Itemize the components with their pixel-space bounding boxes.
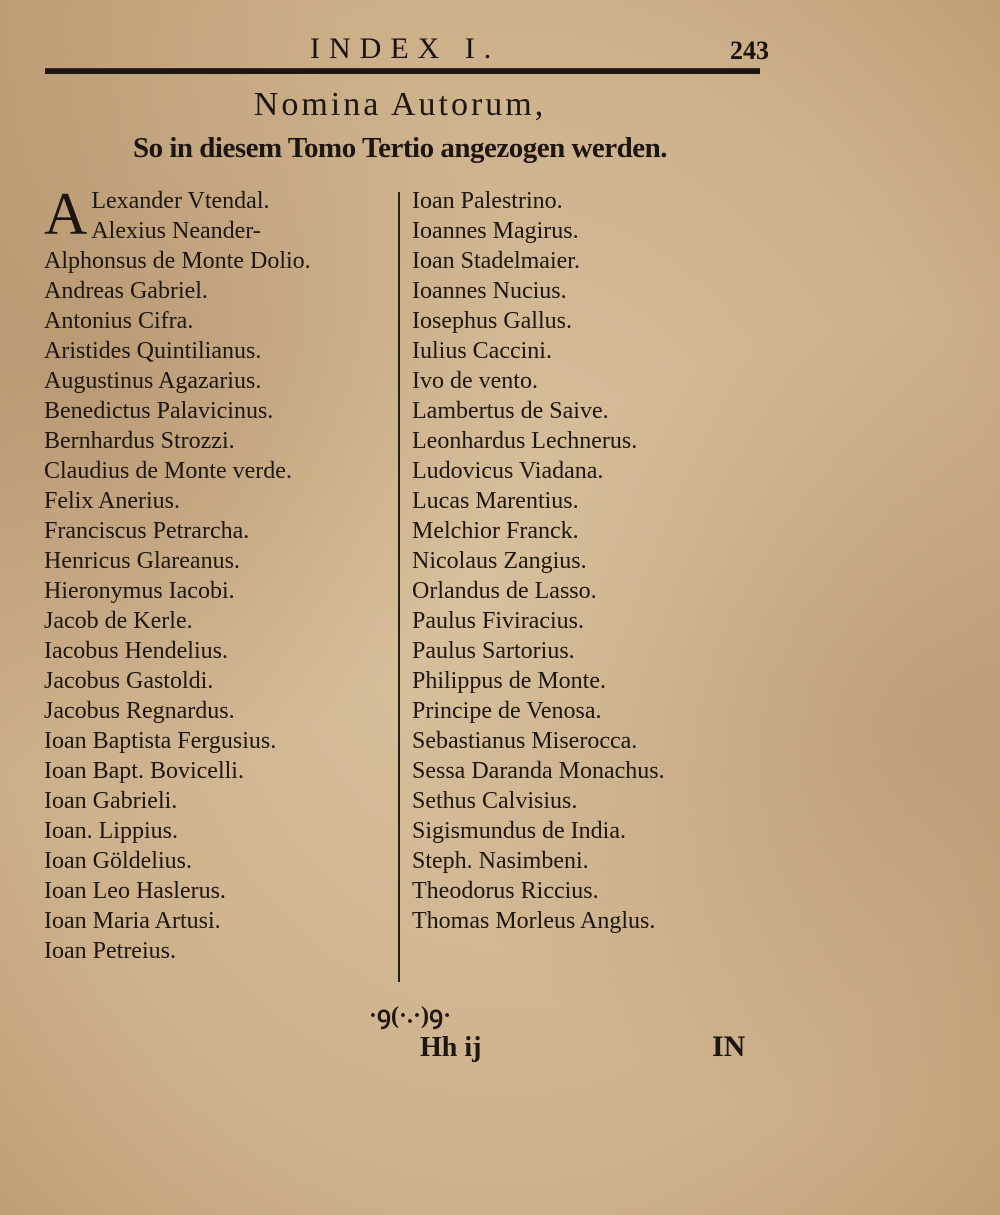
subtitle-text: So in diesem Tomo Tertio angezogen werden. bbox=[132, 132, 668, 164]
list-item: Steph. Nasimbeni. bbox=[412, 848, 589, 874]
list-item: Ioan Stadelmaier. bbox=[412, 248, 580, 274]
list-item: Ludovicus Viadana. bbox=[412, 458, 604, 484]
list-item: Ioan Palestrino. bbox=[412, 188, 563, 214]
list-item: Augustinus Agazarius. bbox=[44, 368, 262, 394]
list-item: Iulius Caccini. bbox=[412, 338, 552, 364]
list-item: Iosephus Gallus. bbox=[412, 308, 572, 334]
list-item: Benedictus Palavicinus. bbox=[44, 398, 274, 424]
list-item: Ioan Petreius. bbox=[44, 938, 176, 964]
list-item: Alphonsus de Monte Dolio. bbox=[44, 248, 311, 274]
list-item: Sebastianus Miserocca. bbox=[412, 728, 638, 754]
list-item: Franciscus Petrarcha. bbox=[44, 518, 250, 544]
list-item: Nicolaus Zangius. bbox=[412, 548, 587, 574]
list-item: Ioannes Nucius. bbox=[412, 278, 567, 304]
list-item: Ioan Göldelius. bbox=[44, 848, 192, 874]
list-item: Sethus Calvisius. bbox=[412, 788, 578, 814]
left-column bbox=[44, 181, 394, 966]
list-item: Paulus Sartorius. bbox=[412, 638, 575, 664]
list-item: Thomas Morleus Anglus. bbox=[412, 908, 656, 934]
list-item: Ivo de vento. bbox=[412, 368, 538, 394]
list-item: Ioan Maria Artusi. bbox=[44, 908, 221, 934]
running-header bbox=[40, 30, 769, 70]
list-item: Principe de Venosa. bbox=[412, 698, 602, 724]
list-item: Jacobus Regnardus. bbox=[44, 698, 235, 724]
column-divider bbox=[398, 192, 400, 982]
list-item: Theodorus Riccius. bbox=[412, 878, 599, 904]
list-item: Hieronymus Iacobi. bbox=[44, 578, 235, 604]
list-item: Aristides Quintilianus. bbox=[44, 338, 262, 364]
signature-mark: Hh ij bbox=[420, 1032, 482, 1063]
list-item: Orlandus de Lasso. bbox=[412, 578, 597, 604]
list-item: Paulus Fiviracius. bbox=[412, 608, 584, 634]
list-item: Claudius de Monte verde. bbox=[44, 458, 292, 484]
right-column bbox=[412, 186, 742, 936]
list-item: Lucas Marentius. bbox=[412, 488, 579, 514]
list-item: Ioan Gabrieli. bbox=[44, 788, 178, 814]
index-subtitle bbox=[0, 132, 800, 165]
list-item: Lambertus de Saive. bbox=[412, 398, 609, 424]
tailpiece-ornament: ·ꝯ(·.·)ꝯ· bbox=[368, 1003, 452, 1029]
list-item: Ioan Bapt. Bovicelli. bbox=[44, 758, 244, 784]
index-title: Nomina Autorum, bbox=[253, 86, 547, 123]
list-item: Jacobus Gastoldi. bbox=[44, 668, 214, 694]
list-item: Ioannes Magirus. bbox=[412, 218, 579, 244]
drop-cap: A bbox=[44, 181, 88, 247]
list-item: Iacobus Hendelius. bbox=[44, 638, 228, 664]
header-rule bbox=[45, 68, 760, 74]
list-item: Felix Anerius. bbox=[44, 488, 180, 514]
list-item: Jacob de Kerle. bbox=[44, 608, 193, 634]
list-item: Melchior Franck. bbox=[412, 518, 579, 544]
list-item: Philippus de Monte. bbox=[412, 668, 607, 694]
list-item: Ioan Leo Haslerus. bbox=[44, 878, 226, 904]
list-item: Leonhardus Lechnerus. bbox=[412, 428, 638, 454]
first-entry-text: Lexander Vtendal. bbox=[91, 188, 270, 214]
list-item: Antonius Cifra. bbox=[44, 308, 194, 334]
list-item: Henricus Glareanus. bbox=[44, 548, 240, 574]
list-item: Bernhardus Strozzi. bbox=[44, 428, 235, 454]
list-item: Sigismundus de India. bbox=[412, 818, 626, 844]
page-number: 243 bbox=[730, 36, 769, 65]
header-title: INDEX I. bbox=[310, 32, 501, 65]
list-item: Alexius Neander- bbox=[91, 218, 261, 244]
catchword: IN bbox=[712, 1030, 746, 1063]
list-item: Andreas Gabriel. bbox=[44, 278, 208, 304]
list-item: Sessa Daranda Monachus. bbox=[412, 758, 665, 784]
list-item: Ioan. Lippius. bbox=[44, 818, 178, 844]
list-item: Ioan Baptista Fergusius. bbox=[44, 728, 277, 754]
